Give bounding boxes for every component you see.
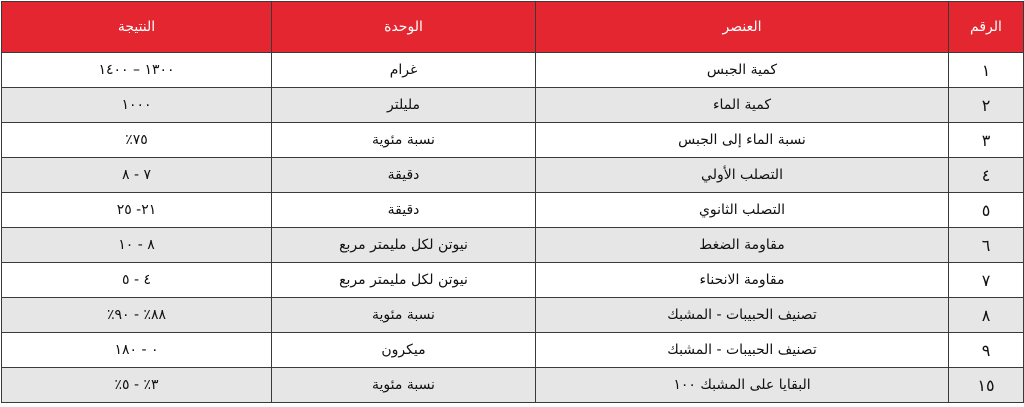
row-item: مقاومة الضغط (536, 228, 949, 263)
row-result: ٠ - ١٨٠ (2, 333, 272, 368)
row-result: ٣٪ - ٥٪ (2, 368, 272, 403)
header-item: العنصر (536, 2, 949, 53)
row-number: ٢ (949, 88, 1024, 123)
row-result: ٨٨٪ - ٩٠٪ (2, 298, 272, 333)
row-number: ٥ (949, 193, 1024, 228)
table-row (2, 298, 1024, 333)
table-row (2, 368, 1024, 403)
row-number: ١٥ (949, 368, 1024, 403)
row-unit: نيوتن لكل مليمتر مربع (272, 263, 536, 298)
table-row (2, 123, 1024, 158)
header-unit: الوحدة (272, 2, 536, 53)
table-row (2, 263, 1024, 298)
row-unit: نسبة مئوية (272, 123, 536, 158)
row-unit: نيوتن لكل مليمتر مربع (272, 228, 536, 263)
table-row (2, 228, 1024, 263)
table-header-row (2, 2, 1024, 53)
row-item: التصلب الثانوي (536, 193, 949, 228)
row-unit: دقيقة (272, 193, 536, 228)
header-number: الرقم (949, 2, 1024, 53)
row-number: ٩ (949, 333, 1024, 368)
row-number: ٤ (949, 158, 1024, 193)
row-number: ١ (949, 53, 1024, 88)
specifications-table (1, 1, 1024, 403)
row-number: ٦ (949, 228, 1024, 263)
row-item: كمية الماء (536, 88, 949, 123)
row-number: ٨ (949, 298, 1024, 333)
row-number: ٣ (949, 123, 1024, 158)
row-result: ١٣٠٠ – ١٤٠٠ (2, 53, 272, 88)
row-item: التصلب الأولي (536, 158, 949, 193)
row-unit: مليلتر (272, 88, 536, 123)
table-row (2, 158, 1024, 193)
table-row (2, 88, 1024, 123)
row-result: ٧٥٪ (2, 123, 272, 158)
header-result: النتيجة (2, 2, 272, 53)
row-result: ٢١- ٢٥ (2, 193, 272, 228)
row-result: ١٠٠٠ (2, 88, 272, 123)
row-item: كمية الجبس (536, 53, 949, 88)
row-result: ٧ - ٨ (2, 158, 272, 193)
table-row (2, 193, 1024, 228)
row-result: ٨ - ١٠ (2, 228, 272, 263)
row-item: تصنيف الحبيبات - المشبك (536, 333, 949, 368)
row-unit: نسبة مئوية (272, 298, 536, 333)
row-item: مقاومة الانحناء (536, 263, 949, 298)
spec-table-container (1, 1, 1023, 405)
row-item: نسبة الماء إلى الجبس (536, 123, 949, 158)
row-unit: غرام (272, 53, 536, 88)
row-unit: دقيقة (272, 158, 536, 193)
table-row (2, 53, 1024, 88)
row-unit: نسبة مئوية (272, 368, 536, 403)
table-row (2, 333, 1024, 368)
row-item: البقايا على المشبك ١٠٠ (536, 368, 949, 403)
row-unit: ميكرون (272, 333, 536, 368)
row-number: ٧ (949, 263, 1024, 298)
row-result: ٤ - ٥ (2, 263, 272, 298)
row-item: تصنيف الحبيبات - المشبك (536, 298, 949, 333)
